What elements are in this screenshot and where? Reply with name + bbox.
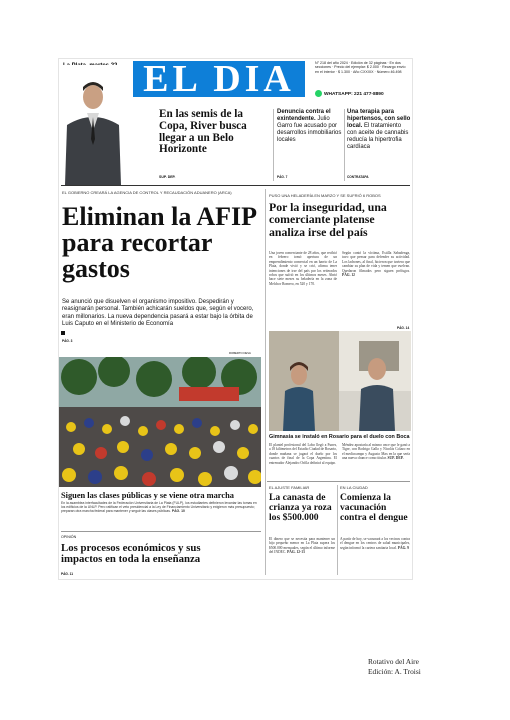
opinion-page: PÁG. 11 xyxy=(61,572,74,576)
section-rule xyxy=(61,185,410,186)
dengue-body xyxy=(340,537,410,550)
column-divider xyxy=(344,109,345,181)
clases-body xyxy=(61,501,261,513)
denuncia-body: Julio Garro fue acusado por desarrollos inmobiliarios locales xyxy=(277,116,342,143)
edition-credits xyxy=(368,657,458,677)
whatsapp-icon xyxy=(315,90,322,97)
photo-page: PÁG. 14 xyxy=(397,326,410,330)
inseguridad-col1: Una joven comerciante de 28 años, que recibió en febrero tomó apertura de un emprendimiento comercial en un barrio de La Plata, donde vivió y se crió, afirma tener intenciones de irse del país por los reiterados robos que sufrió en los últimos meses. Abrió hace siete meses su heladería en la zona de Melchor Romero, en 520 y 170. xyxy=(269,251,337,286)
main-headline: Eliminan la AFIP para recortar gastos xyxy=(62,202,256,283)
denuncia-teaser xyxy=(277,109,343,144)
gimnasia-page: SUP. DEP. xyxy=(387,456,404,461)
main-kicker: EL GOBIERNO CREARÁ LA AGENCIA DE CONTROL Y RECAUDACIÓN ADUANERO (ARCA) xyxy=(62,190,232,195)
newspaper-front-page xyxy=(58,58,413,580)
bullet-square xyxy=(61,331,65,335)
terapia-headline: Una terapia para hipertensos, con sello local. xyxy=(347,109,411,129)
terapia-page: CONTRATAPA xyxy=(347,175,369,179)
column-divider xyxy=(265,189,266,575)
whatsapp-contact xyxy=(315,90,409,98)
river-headline: En las semis de la Copa, River busca llegar a un Belo Horizonte xyxy=(159,108,247,156)
opinion-headline: Los procesos económicos y sus impactos en toda la enseñanza xyxy=(61,542,201,566)
terapia-teaser xyxy=(347,109,411,151)
inseguridad-headline: Por la inseguridad, una comerciante platense analiza irse del país xyxy=(269,200,387,239)
inseguridad-kicker: PUSO UNA HELADERÍA EN MARZO Y SE SUFRIÓ 6 ROBOS xyxy=(269,193,381,198)
river-coach-photo xyxy=(61,65,125,185)
inseguridad-col2 xyxy=(342,251,410,277)
newspaper-logo: EL DIA xyxy=(133,61,305,97)
canasta-headline: La canasta de crianza ya roza los $500.000 xyxy=(269,492,332,523)
gimnasia-col1: El plantel profesional del Lobo llegó a Funes, a 18 kilómetros del Estadio Ciudad de Rosario, donde mañana se jugará el duelo por los cuartos de final de la Copa Argentina. El entrenador Alejandro Orfila definirá al equipo. xyxy=(269,443,337,465)
student-protest-photo xyxy=(59,357,261,487)
gimnasia-headline: Gimnasia se instaló en Rosario para el duelo con Boca xyxy=(269,434,410,440)
column-divider xyxy=(337,485,338,575)
ciudad-tag: EN LA CIUDAD xyxy=(340,485,368,490)
main-subheadline: Se anunció que disuelven el organismo impositivo. Despedirán y reasignarán personal. También achicarán sueldos que, según el vocero, eran millonarios. La nueva dependencia pasará a estar bajo la órbita de Luis Caputo en el Ministerio de Economía xyxy=(62,299,254,328)
dengue-page: PÁG. 9 xyxy=(397,545,409,550)
ajuste-tag: EL AJUSTE FAMILIAR xyxy=(269,485,310,490)
credit-program: Rotativo del Aire xyxy=(368,657,419,666)
gimnasia-col2-text: Méndez apostaría al mismo once que le ganó a Tigre, con Rodrigo Gallo y Nicolás Colazo en el mediocampo y Augusto Max en la que sería una nueva chance como titular. xyxy=(342,443,410,461)
masthead-edition-info: N° 218 del año 2024 · Edición de 32 páginas · En dos secciones · Precio del ejemplar: $ 2.000 · Recargo envío en el interior · $ 1.300 · Año CXXXIX · Número 46.498 xyxy=(315,61,406,74)
terapia-body: El tratamiento con aceite de cannabis reducía la hipertrofia cardíaca xyxy=(347,123,409,150)
canasta-page: PÁG. 12-13 xyxy=(287,550,305,555)
section-rule xyxy=(267,481,410,482)
dengue-text: A partir de hoy, se vacunará a los vecinos contra el dengue en los centros de salud municipales, según informó la cartera sanitaria local. xyxy=(340,537,410,550)
river-section-tag: SUP. DEP. xyxy=(159,175,176,179)
credit-editor: Edición: A. Troisi xyxy=(368,667,421,676)
dengue-headline: Comienza la vacunación contra el dengue xyxy=(340,492,408,523)
denuncia-page: PÁG. 7 xyxy=(277,175,288,179)
main-page: PÁG. 3 xyxy=(62,339,73,343)
denuncia-headline: Denuncia contra el exintendente. xyxy=(277,109,331,122)
section-rule xyxy=(61,531,261,532)
inseguridad-col2-text: Según contó la víctima, Estilla Sabadenga, tuvo que pensar para defender su actividad. Los ladrones, al final, hicieron que tuviera que cambiar su plan de vida y temen que vuelvan. Quedaron filmados pero siguen prófugos. xyxy=(342,251,410,273)
canasta-body xyxy=(269,537,335,555)
inseguridad-page: PÁG. 12 xyxy=(342,273,355,278)
clases-page: PÁG. 10 xyxy=(171,509,185,514)
canasta-text: El dinero que se necesita para mantener un hijo pequeño menor en La Plata supera los $500.000 mensuales, según el último informe del INDEC. xyxy=(269,537,335,555)
column-divider xyxy=(273,109,274,181)
whatsapp-number: WHATSAPP: 221 477-8890 xyxy=(324,91,384,97)
comerciante-photo xyxy=(269,331,411,431)
gimnasia-col2 xyxy=(342,443,410,461)
clases-text: En la asamblea interfacultades de la Federación Universitaria de La Plata (FULP), los estudiantes definieron levantar las tomas en los edificios de la UNLP. Pero ratifican el veto presidencial a la Ley de Financiamiento Universitario y exigieron más presupuesto; preparan otra marcha federal para mantener y seguir las clases públicas. xyxy=(61,501,257,514)
photo-credit: ROBERTO DEVA xyxy=(229,351,251,355)
opinion-tag: OPINIÓN xyxy=(61,535,77,539)
clases-headline: Siguen las clases públicas y se viene otra marcha xyxy=(61,491,234,500)
